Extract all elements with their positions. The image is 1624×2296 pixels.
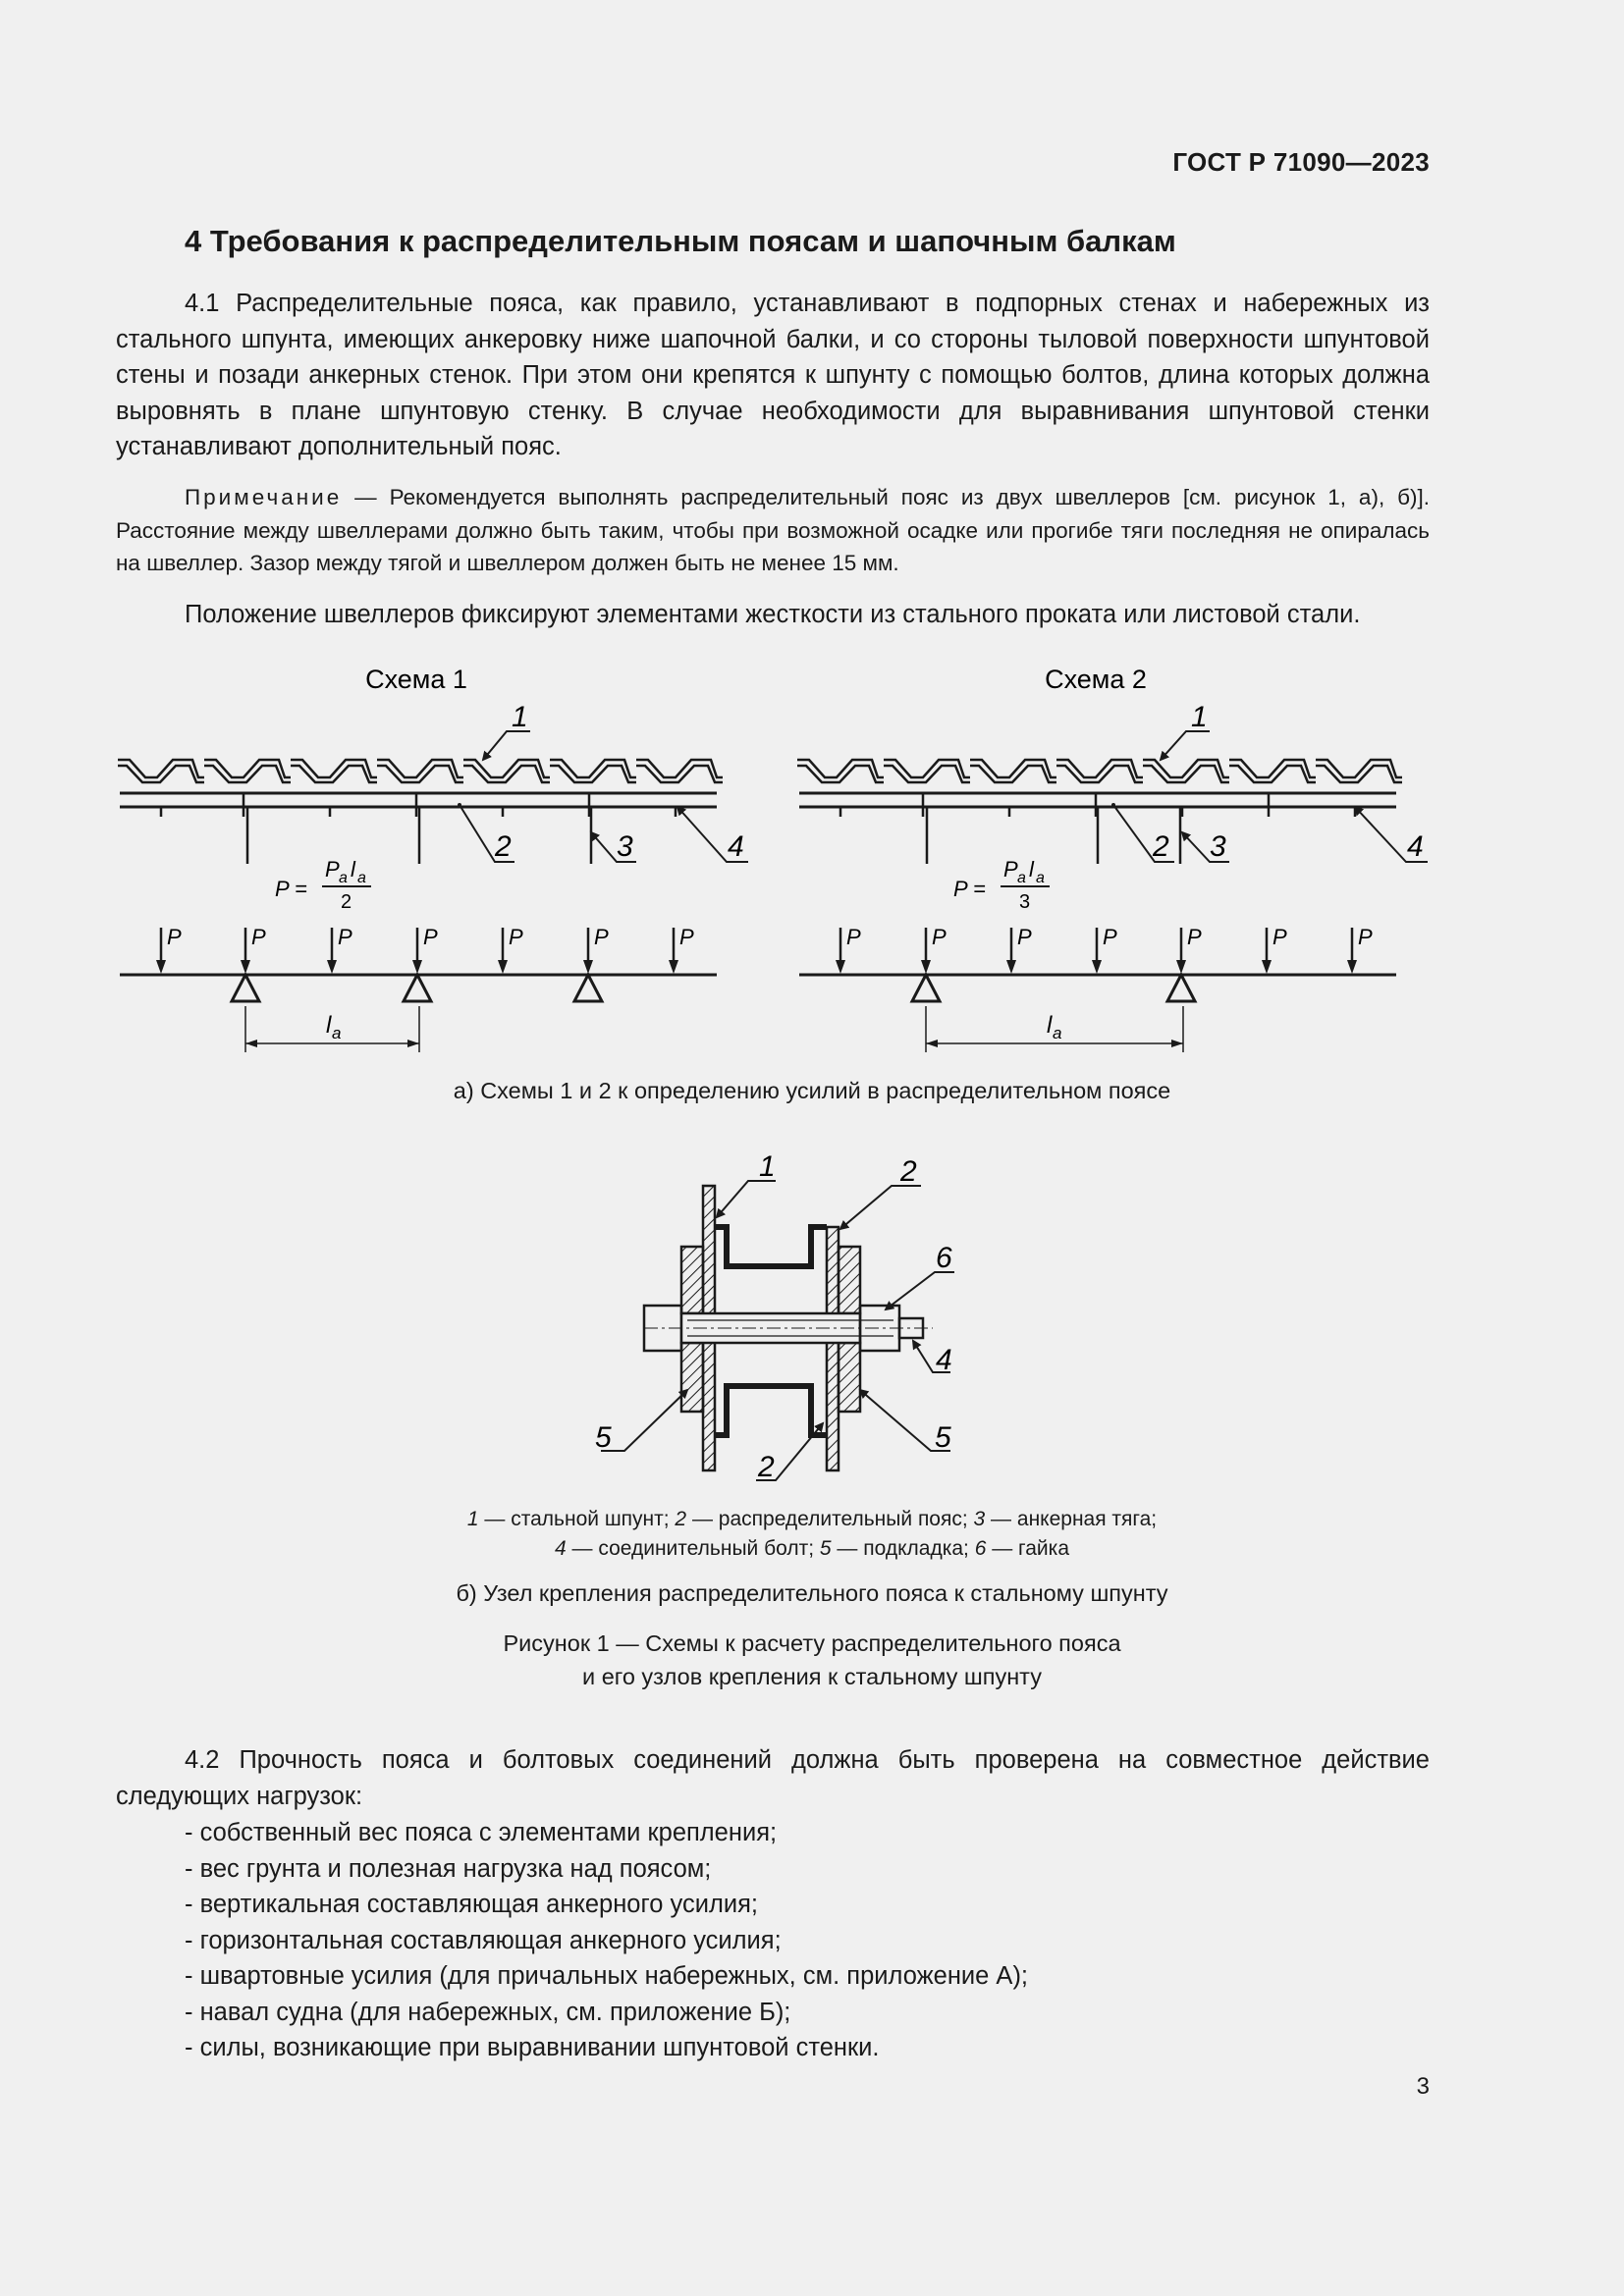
svg-text:P: P xyxy=(167,925,182,949)
svg-text:2: 2 xyxy=(341,891,352,913)
svg-text:P: P xyxy=(1017,925,1032,949)
svg-text:l: l xyxy=(351,857,355,881)
schema1-plan xyxy=(118,701,748,864)
svg-text:P: P xyxy=(1003,857,1018,881)
schema2-plan xyxy=(797,701,1428,864)
list-item: - швартовные усилия (для причальных набережных, см. приложение А); xyxy=(185,1962,1029,1990)
detail-callout-1: 1 xyxy=(759,1150,776,1183)
caption-b: б) Узел крепления распределительного пояса к стальному шпунту xyxy=(456,1580,1168,1606)
svg-text:P: P xyxy=(679,925,694,949)
paragraph-4-2-text: 4.2 Прочность пояса и болтовых соединений должна быть проверена на совместное действие следующих нагрузок: xyxy=(116,1746,1430,1810)
paragraph-4-2 xyxy=(116,1742,1430,1814)
figure-schemes xyxy=(0,648,1624,1080)
schema1-callout-4: 4 xyxy=(728,830,744,863)
svg-text:a: a xyxy=(1017,870,1026,886)
schema1-callout-2: 2 xyxy=(495,830,512,863)
svg-text:a: a xyxy=(1053,1024,1062,1042)
list-item: - вертикальная составляющая анкерного усилия; xyxy=(185,1891,758,1918)
list-item: - вес грунта и полезная нагрузка над поясом; xyxy=(185,1854,712,1883)
svg-text:P: P xyxy=(1272,925,1287,949)
figure-joint-detail xyxy=(589,1148,1021,1492)
figure-legend xyxy=(0,1505,1624,1564)
schema2-callout-1: 1 xyxy=(1191,701,1208,733)
svg-text:P: P xyxy=(338,925,352,949)
page-number: 3 xyxy=(1416,2073,1430,2100)
note-text: — Рекомендуется выполнять распределительный пояс из двух швеллеров [см. рисунок 1, а), б)]. Расстояние между швеллерами должно быть таким, чтобы при возможной осадке или прогибе тяги последняя не опиралась на швеллер. Зазор между тягой и швеллером должен быть не менее 15 мм. xyxy=(116,485,1430,575)
svg-text:P: P xyxy=(932,925,947,949)
detail-callout-2-bottom: 2 xyxy=(758,1451,775,1483)
list-item: - навал судна (для набережных, см. приложение Б); xyxy=(185,1998,791,2026)
svg-text:P: P xyxy=(1103,925,1117,949)
svg-text:3: 3 xyxy=(1019,891,1031,913)
list-item: - силы, возникающие при выравнивании шпунтовой стенки. xyxy=(185,2034,880,2061)
figure-title xyxy=(0,1627,1624,1693)
paragraph-4-1-text: 4.1 Распределительные пояса, как правило, устанавливают в подпорных стенах и набережных из стального шпунта, имеющих анкеровку ниже шапочной балки, и со стороны тыловой поверхности шпунтовой стены и позади анкерных стенок. При этом они крепятся к шпунту с помощью болтов, длина которых должна выровнять в плане шпунтовую стенку. В случае необходимости для выравнивания шпунтовой стенки устанавливают дополнительный пояс. xyxy=(116,290,1430,460)
svg-text:a: a xyxy=(1036,870,1045,886)
loads-list xyxy=(185,1815,1028,2066)
caption-a: а) Схемы 1 и 2 к определению усилий в распределительном поясе xyxy=(453,1078,1171,1103)
schema1-callout-1: 1 xyxy=(512,701,528,733)
legend-line-1: 1 — стальной шпунт; 2 — распределительный пояс; 3 — анкерная тяга; xyxy=(466,1508,1158,1530)
svg-text:P: P xyxy=(509,925,523,949)
svg-text:P: P xyxy=(594,925,609,949)
svg-text:P: P xyxy=(1358,925,1373,949)
figure-title-line-2: и его узлов крепления к стальному шпунту xyxy=(582,1664,1042,1689)
detail-callout-6: 6 xyxy=(936,1242,952,1274)
schema2-callout-3: 3 xyxy=(1210,830,1226,863)
schema1-title: Схема 1 xyxy=(365,665,467,694)
legend-line-2: 4 — соединительный болт; 5 — подкладка; 6 — гайка xyxy=(554,1537,1069,1560)
list-item: - горизонтальная составляющая анкерного усилия; xyxy=(185,1926,782,1954)
svg-text:P: P xyxy=(1187,925,1202,949)
svg-text:P =: P = xyxy=(275,877,307,901)
schema2-title: Схема 2 xyxy=(1045,665,1147,694)
schema2-load-diagram xyxy=(799,925,1396,1052)
section-title: 4 Требования к распределительным поясам и шапочным балкам xyxy=(185,224,1176,258)
schema1-load-diagram xyxy=(120,925,717,1052)
figure-title-line-1: Рисунок 1 — Схемы к расчету распределительного пояса xyxy=(503,1630,1121,1656)
svg-text:a: a xyxy=(339,870,348,886)
svg-text:P: P xyxy=(251,925,266,949)
note-label: Примечание xyxy=(185,485,343,509)
svg-text:P: P xyxy=(423,925,438,949)
svg-text:l: l xyxy=(1047,1012,1053,1039)
schema2-callout-2: 2 xyxy=(1153,830,1169,863)
svg-text:a: a xyxy=(332,1024,342,1042)
detail-callout-2-top: 2 xyxy=(900,1155,917,1188)
paragraph-position-text: Положение швеллеров фиксируют элементами жесткости из стального проката или листовой стали. xyxy=(185,601,1361,628)
schema2-callout-4: 4 xyxy=(1407,830,1424,863)
detail-callout-5-left: 5 xyxy=(595,1421,612,1454)
schema2-formula xyxy=(953,857,1050,913)
detail-callout-4: 4 xyxy=(936,1344,952,1376)
svg-text:P: P xyxy=(325,857,340,881)
document-code: ГОСТ Р 71090—2023 xyxy=(1172,147,1430,177)
list-item: - собственный вес пояса с элементами крепления; xyxy=(185,1819,778,1846)
paragraph-position xyxy=(116,597,1430,633)
schema1-callout-3: 3 xyxy=(617,830,633,863)
svg-text:l: l xyxy=(1029,857,1034,881)
svg-text:l: l xyxy=(326,1012,332,1039)
svg-text:P: P xyxy=(846,925,861,949)
svg-text:a: a xyxy=(357,870,366,886)
schema1-formula xyxy=(275,857,371,913)
note xyxy=(116,481,1430,580)
paragraph-4-1 xyxy=(116,286,1430,465)
detail-callout-5-right: 5 xyxy=(935,1421,951,1454)
svg-text:P =: P = xyxy=(953,877,986,901)
